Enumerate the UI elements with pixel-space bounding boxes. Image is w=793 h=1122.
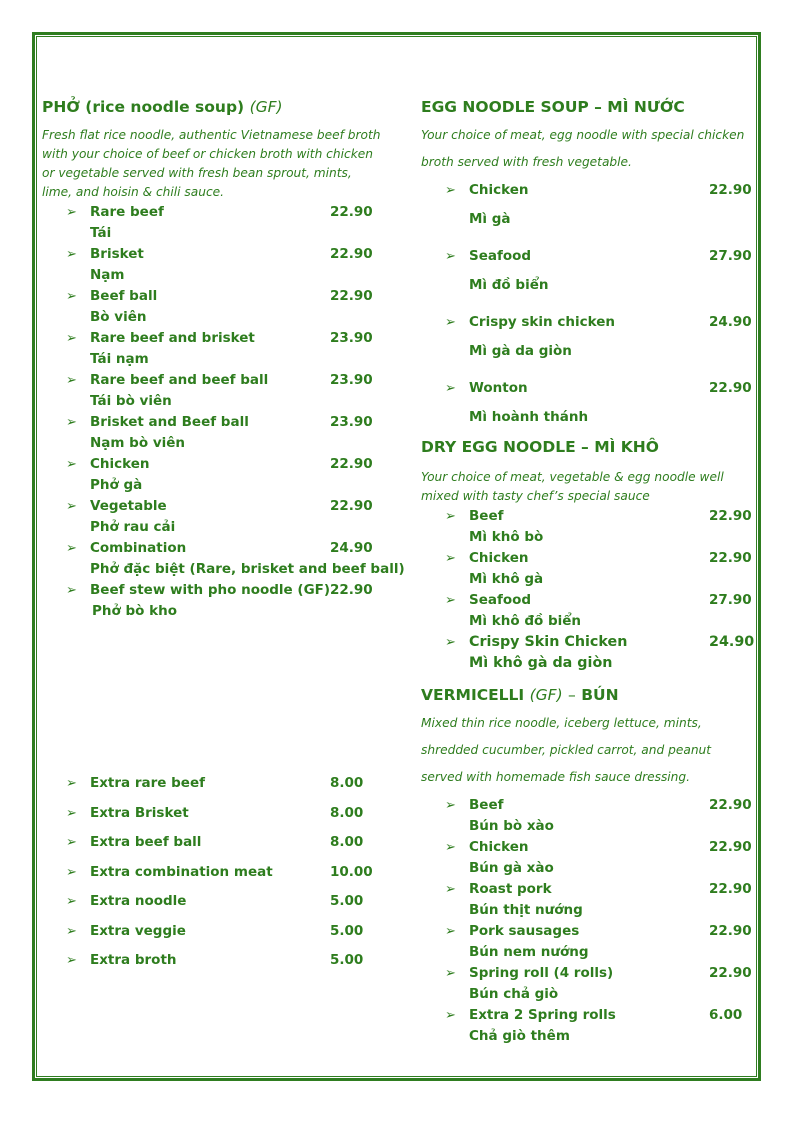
arrow-bullet-icon: ➢ (66, 835, 77, 850)
arrow-bullet-icon: ➢ (66, 205, 77, 220)
menu-item: ➢ Rare beef 22.90 Tái (66, 204, 373, 241)
arrow-bullet-icon: ➢ (66, 541, 77, 556)
menu-item: ➢ Roast pork 22.90 Bún thịt nướng (445, 881, 752, 918)
arrow-bullet-icon: ➢ (445, 840, 456, 855)
arrow-bullet-icon: ➢ (66, 894, 77, 909)
menu-item: ➢ Crispy skin chicken 24.90 Mì gà da giòn (445, 314, 752, 359)
arrow-bullet-icon: ➢ (445, 249, 456, 264)
menu-item: ➢ Brisket and Beef ball 23.90 Nạm bò viên (66, 414, 373, 451)
arrow-bullet-icon: ➢ (445, 635, 456, 650)
extra-item: ➢ Extra Brisket 8.00 (42, 803, 382, 824)
extra-item: ➢ Extra broth 5.00 (42, 950, 382, 971)
arrow-bullet-icon: ➢ (445, 924, 456, 939)
menu-item: ➢ Combination 24.90 Phở đặc biệt (Rare, brisket and beef ball) (66, 540, 405, 577)
arrow-bullet-icon: ➢ (445, 381, 456, 396)
pho-title: PHỞ (rice noodle soup) (GF) (42, 98, 283, 116)
extra-item: ➢ Extra rare beef 8.00 (42, 773, 382, 794)
arrow-bullet-icon: ➢ (445, 509, 456, 524)
pho-extras-list (42, 773, 382, 980)
arrow-bullet-icon: ➢ (445, 882, 456, 897)
right-column (421, 96, 756, 1047)
menu-item: ➢ Beef ball 22.90 Bò viên (66, 288, 373, 325)
menu-item: ➢ Seafood 27.90 Mì khô đồ biển (445, 592, 752, 629)
arrow-bullet-icon: ➢ (66, 923, 77, 939)
menu-item: ➢ Chicken 22.90 Phở gà (66, 456, 373, 493)
menu-item: ➢ Rare beef and brisket 23.90 Tái nạm (66, 330, 373, 367)
egg-noodle-soup-section (421, 96, 756, 428)
arrow-bullet-icon: ➢ (445, 966, 456, 981)
menu-item: ➢ Beef 22.90 Mì khô bò (445, 508, 752, 545)
menu-item: ➢ Spring roll (4 rolls) 22.90 Bún chả giò (445, 965, 752, 1002)
pho-section (42, 96, 405, 622)
arrow-bullet-icon: ➢ (66, 805, 77, 821)
menu-item: ➢ Pork sausages 22.90 Bún nem nướng (445, 923, 752, 960)
arrow-bullet-icon: ➢ (445, 1008, 456, 1023)
vermicelli-title: VERMICELLI (GF) – BÚN (421, 686, 619, 704)
arrow-bullet-icon: ➢ (66, 331, 77, 346)
arrow-bullet-icon: ➢ (445, 593, 456, 608)
egg-noodle-soup-item-list (421, 180, 756, 428)
dry-egg-noodle-item-list (421, 506, 756, 674)
menu-item: ➢ Wonton 22.90 Mì hoành thánh (445, 380, 752, 425)
arrow-bullet-icon: ➢ (66, 499, 77, 514)
arrow-bullet-icon: ➢ (66, 953, 77, 968)
menu-item: ➢ Beef 22.90 Bún bò xào (445, 797, 752, 834)
extra-item: ➢ Extra noodle 5.00 (42, 891, 382, 912)
arrow-bullet-icon: ➢ (445, 183, 456, 198)
vermicelli-section (421, 684, 756, 1047)
arrow-bullet-icon: ➢ (445, 551, 456, 566)
arrow-bullet-icon: ➢ (66, 415, 77, 430)
menu-item: ➢ Brisket 22.90 Nạm (66, 246, 373, 283)
arrow-bullet-icon: ➢ (66, 247, 77, 262)
dry-egg-noodle-title: DRY EGG NOODLE – MÌ KHÔ (421, 438, 659, 456)
arrow-bullet-icon: ➢ (66, 289, 77, 304)
egg-noodle-soup-title: EGG NOODLE SOUP – MÌ NƯỚC (421, 98, 685, 116)
arrow-bullet-icon: ➢ (445, 798, 456, 813)
dry-egg-noodle-section (421, 436, 756, 674)
menu-item: ➢ Vegetable 22.90 Phở rau cải (66, 498, 373, 535)
pho-item-list (42, 202, 405, 622)
egg-noodle-soup-description: Your choice of meat, egg noodle with special chicken broth served with fresh vegetable. (421, 128, 745, 169)
dry-egg-noodle-description: Your choice of meat, vegetable & egg noodle well mixed with tasty chef’s special sauce (421, 470, 724, 503)
menu-item: ➢ Seafood 27.90 Mì đồ biển (445, 248, 752, 293)
menu-item: ➢ Rare beef and beef ball 23.90 Tái bò viên (66, 372, 373, 409)
vermicelli-item-list (421, 795, 756, 1047)
menu-item: ➢ Chicken 22.90 Bún gà xào (445, 839, 752, 876)
pho-description: Fresh flat rice noodle, authentic Vietnamese beef broth with your choice of beef or chicken broth with chicken or vegetable served with fresh bean sprout, mints, lime, and hoisin & chili sauce. (42, 128, 381, 199)
arrow-bullet-icon: ➢ (66, 864, 77, 880)
extra-item: ➢ Extra veggie 5.00 (42, 921, 382, 942)
arrow-bullet-icon: ➢ (66, 457, 77, 472)
menu-item: ➢ Beef stew with pho noodle (GF) 22.90 Phở bò kho (66, 582, 373, 619)
vermicelli-description: Mixed thin rice noodle, iceberg lettuce, mints, shredded cucumber, pickled carrot, and peanut served with homemade fish sauce dressing. (421, 716, 712, 784)
extra-item: ➢ Extra combination meat 10.00 (42, 862, 382, 883)
arrow-bullet-icon: ➢ (66, 373, 77, 388)
menu-item: ➢ Chicken 22.90 Mì gà (445, 182, 752, 227)
extra-item: ➢ Extra beef ball 8.00 (42, 832, 382, 853)
arrow-bullet-icon: ➢ (66, 583, 77, 598)
arrow-bullet-icon: ➢ (445, 315, 456, 330)
menu-item: ➢ Crispy Skin Chicken 24.90 Mì khô gà da giòn (445, 634, 755, 671)
menu-item: ➢ Chicken 22.90 Mì khô gà (445, 550, 752, 587)
arrow-bullet-icon: ➢ (66, 776, 77, 791)
menu-item: ➢ Extra 2 Spring rolls 6.00 Chả giò thêm (445, 1007, 743, 1044)
